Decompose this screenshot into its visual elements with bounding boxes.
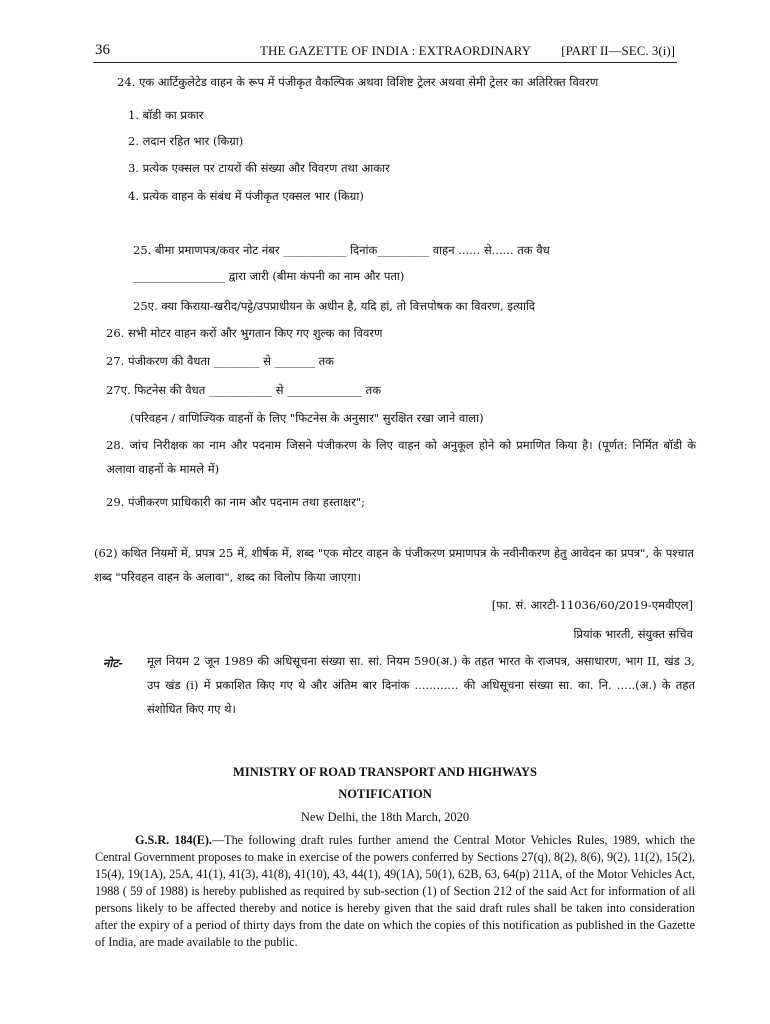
gsr-label: G.S.R. 184(E). [135, 833, 212, 847]
dateline: New Delhi, the 18th March, 2020 [300, 810, 470, 824]
gsr-paragraph [95, 832, 695, 951]
item-27: 27. पंजीकरण की वैधता ________ से _______ तक [106, 354, 334, 368]
item-24-2: 2. लदान रहित भार (किग्रा) [128, 134, 244, 148]
header-rule [93, 62, 677, 63]
item-27a: 27ए. फिटनेस की वैधत ___________ से _____________ तक [106, 383, 382, 397]
note-label [103, 655, 123, 671]
item-24-1: 1. बॉडी का प्रकार [128, 108, 204, 122]
notification-heading: NOTIFICATION [338, 787, 432, 801]
item-27a-note: (परिवहन / वाणिज्यिक वाहनों के लिए "फिटनेस के अनुसार" सुरक्षित रखा जाने वाला) [130, 411, 484, 425]
item-24-4: 4. प्रत्येक वाहन के संबंध में पंजीकृत एक्सल भार (किग्रा) [128, 189, 364, 203]
signatory: प्रियांक भारती, संयुक्त सचिव [573, 627, 693, 641]
item-62: (62) कथित नियमों में, प्रपत्र 25 में, शीर्षक में, शब्द "एक मोटर वाहन के पंजीकरण प्रमाणपत्र के नवीनीकरण हेतु आवेदन का प्रपत्र", के पश्चात शब्द "परिवहन वाहन के अलावा", शब्द का विलोप किया जाएगा। [94, 546, 694, 584]
item-28: 28. जांच निरीक्षक का नाम और पदनाम जिसने पंजीकरण के लिए वाहन को अनुकूल होने को प्रमाणित किया है। (पूर्णत: निर्मित बॉडी के अलावा वाहनों के मामले में) [106, 438, 696, 476]
file-number: [फा. सं. आरटी-11036/60/2019-एमवीएल] [491, 598, 693, 612]
item-25a: 25ए. क्या किराया-खरीद/पट्टे/उपप्राधीयन के अधीन है, यदि हां, तो वित्तपोषक का विवरण, इत्यादि [133, 299, 536, 313]
note-label-text: नोट- [103, 656, 123, 670]
note-text: मूल नियम 2 जून 1989 की अधिसूचना संख्या सा. सां. नियम 590(अ.) के तहत भारत के राजपत्र, असाधारण, भाग II, खंड 3, उप खंड (i) में प्रकाशित किए गए थे और अंतिम बार दिनांक ............ की अधिसूचना संख्या सा. का. नि. .....(अ.) के तहत संशोधित किए गए थे। [147, 654, 695, 716]
item-25-line2: ________________ द्वारा जारी (बीमा कंपनी का नाम और पता) [133, 269, 405, 283]
item-24-3: 3. प्रत्येक एक्सल पर टायरों की संख्या और विवरण तथा आकार [128, 161, 390, 175]
item-29: 29. पंजीकरण प्राधिकारी का नाम और पदनाम तथा हस्ताक्षर"; [106, 495, 365, 509]
page-number: 36 [95, 42, 110, 58]
ministry-heading: MINISTRY OF ROAD TRANSPORT AND HIGHWAYS [233, 765, 537, 779]
item-26: 26. सभी मोटर वाहन करों और भुगतान किए गए शुल्क का विवरण [106, 326, 383, 340]
gsr-body: —The following draft rules further amend the Central Motor Vehicles Rules, 1989, which the Central Government proposes to make in exercise of the powers conferred by Sections 27(q), 8(2), 8(6), 9(2), 11(2), 15(2), 15(4), 19(1A), 25A, 41(1), 41(3), 41(8), 41(10), 43, 44(1), 49(1A), 50(1), 62B, 63, 64(p) 211A, of the Motor Vehicles Act, 1988 ( 59 of 1988) is hereby published as required by sub-section (1) of Section 212 of the said Act for information of all persons likely to be affected thereby and notice is hereby given that the said draft rules shall be taken into consideration after the expiry of a period of thirty days from the date on which the copies of this notification as published in the Gazette of India, are made available to the public. [95, 833, 695, 949]
page-header [95, 42, 675, 60]
gazette-title: THE GAZETTE OF INDIA : EXTRAORDINARY [260, 43, 532, 58]
part-section: [PART II—SEC. 3(i)] [561, 43, 675, 58]
item-24: 24. एक आर्टिकुलेटेड वाहन के रूप में पंजीकृत वैकल्पिक अथवा विशिष्ट ट्रेलर अथवा सेमी ट्रेलर का अतिरिक्त विवरण [117, 75, 599, 89]
item-25-line1: 25. बीमा प्रमाणपत्र/कवर नोट नंबर ___________ दिनांक_________ वाहन ...... से...... तक वैध [133, 243, 550, 257]
